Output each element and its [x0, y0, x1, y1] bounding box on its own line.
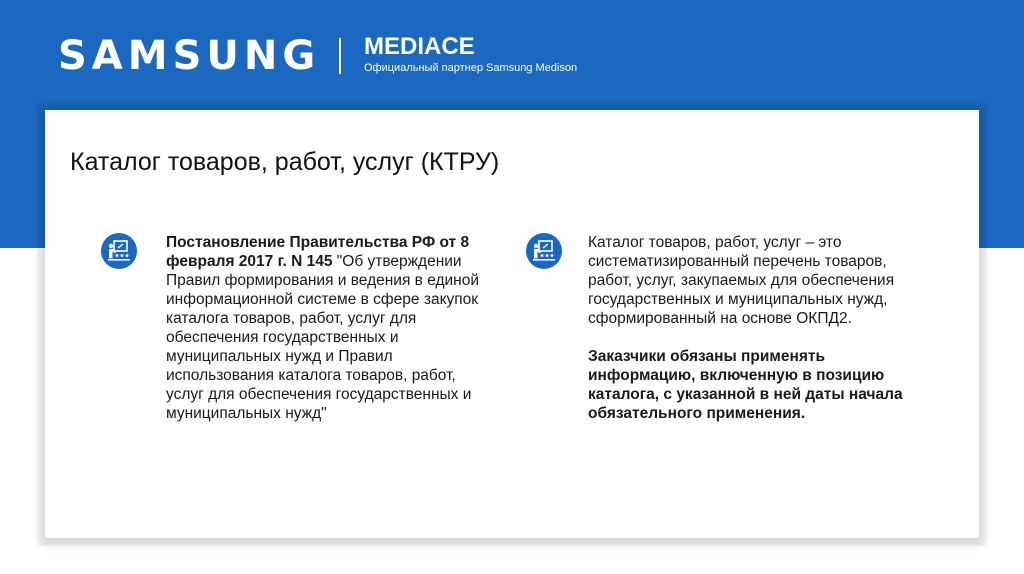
catalog-definition: Каталог товаров, работ, услуг – это систематизированный перечень товаров, работ, услуг, закупаемых для обеспечения государственных и муниципальных нужд, сформированный на основе ОКПД2.: [588, 234, 895, 327]
customer-obligation: Заказчики обязаны применять информацию, включенную в позицию каталога, с указанной в ней даты начала обязательного применения.: [588, 348, 903, 422]
samsung-logo: SAMSUNG: [58, 33, 321, 79]
brand-tagline: Официальный партнер Samsung Medison: [364, 62, 578, 74]
presentation-board-icon: [101, 233, 137, 269]
decree-title: Постановление Правительства РФ от 8 февраля 2017 г. N 145: [166, 234, 470, 270]
presentation-board-icon: [526, 233, 562, 269]
brand-divider: [339, 38, 341, 74]
decree-description: "Об утверждении Правил формирования и ведения в единой информационной системе в сфере закупок каталога товаров, работ, услуг для обеспечения государственных и муниципальных нужд и Правил использования каталога товаров, работ, услуг для обеспечения государственных и муниципальных нужд": [166, 253, 480, 422]
content-card: [45, 110, 979, 538]
decree-text: [166, 233, 496, 423]
brand-name: MEDIACE: [364, 33, 475, 60]
catalog-description: [588, 233, 933, 423]
page-title: Каталог товаров, работ, услуг (КТРУ): [70, 148, 500, 176]
